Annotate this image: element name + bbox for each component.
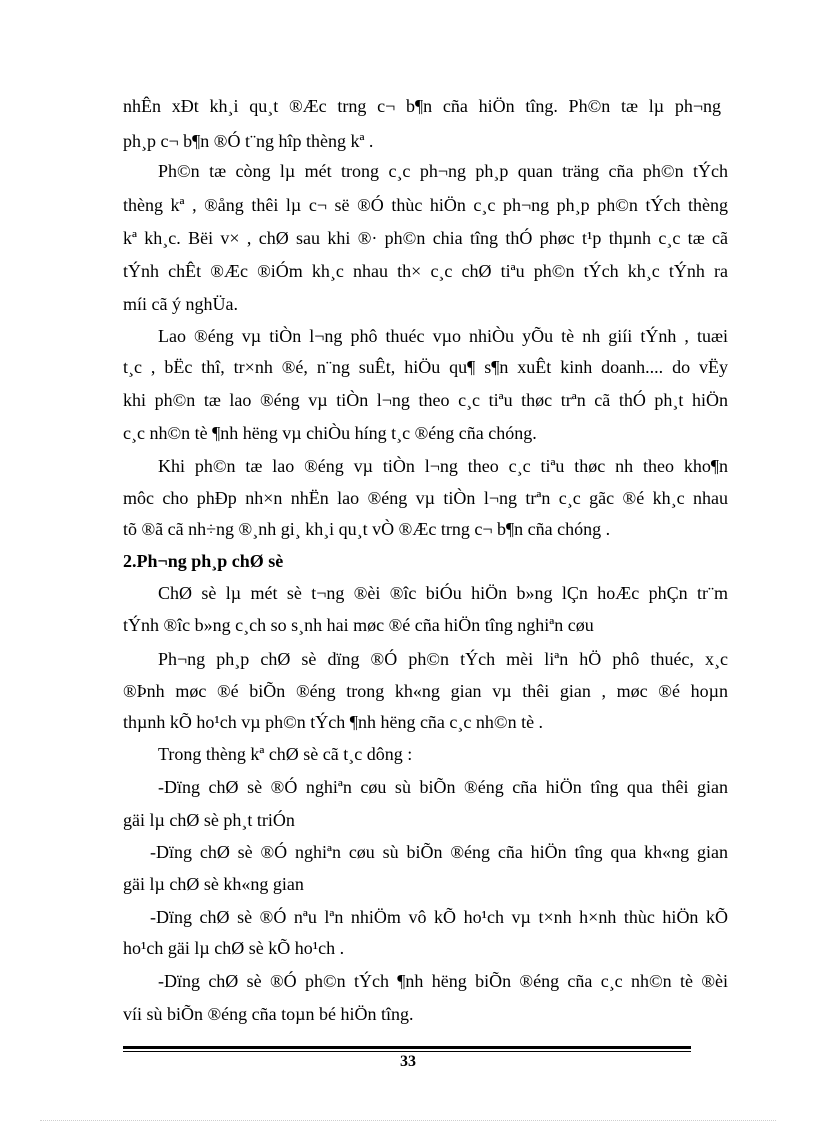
body-line: gäi lµ chØ sè ph¸t triÓn <box>123 810 295 830</box>
body-line: víi sù biÕn ®éng cña toµn bé hiÖn tîng. <box>123 1004 414 1024</box>
body-line: Ph¬ng ph¸p chØ sè dïng ®Ó ph©n tÝch mèi liªn hÖ phô thuéc, x¸c <box>158 649 728 669</box>
footer-rule-thick <box>123 1046 691 1049</box>
body-line: -Dïng chØ sè ®Ó nªu lªn nhiÖm vô kÕ ho¹ch vµ t×nh h×nh thùc hiÖn kÕ <box>150 907 728 927</box>
body-line: míi cã ý nghÜa. <box>123 294 238 314</box>
body-line: Trong thèng kª chØ sè cã t¸c dông : <box>158 744 413 764</box>
body-line: -Dïng chØ sè ®Ó ph©n tÝch ¶nh hëng biÕn ®éng cña c¸c nh©n tè ®èi <box>158 971 728 991</box>
body-line: -Dïng chØ sè ®Ó nghiªn cøu sù biÕn ®éng cña hiÖn tîng qua kh«ng gian <box>150 842 728 862</box>
body-line: Khi ph©n tæ lao ®éng vµ tiÒn l¬ng theo c¸c tiªu thøc nh theo kho¶n <box>158 456 728 476</box>
body-line: tõ ®ã cã nh÷ng ®¸nh gi¸ kh¸i qu¸t vÒ ®Æc trng c¬ b¶n cña chóng . <box>123 519 611 539</box>
body-line: thµnh kÕ ho¹ch vµ ph©n tÝch ¶nh hëng cña c¸c nh©n tè . <box>123 712 544 732</box>
body-line: -Dïng chØ sè ®Ó nghiªn cøu sù biÕn ®éng cña hiÖn tîng qua thêi gian <box>158 777 728 797</box>
body-line: ph¸p c¬ b¶n ®Ó t¨ng hîp thèng kª . <box>123 131 374 151</box>
body-line: c¸c nh©n tè ¶nh hëng vµ chiÒu híng t¸c ®éng cña chóng. <box>123 423 537 443</box>
body-line: nhÊn xÐt kh¸i qu¸t ®Æc trng c¬ b¶n cña hiÖn tîng. Ph©n tæ lµ ph¬ng <box>123 96 721 116</box>
page-bottom-border <box>40 1120 776 1121</box>
section-heading: 2.Ph¬ng ph¸p chØ sè <box>123 551 284 571</box>
body-line: khi ph©n tæ lao ®éng vµ tiÒn l¬ng theo c¸c tiªu thøc trªn cã thÓ ph¸t hiÖn <box>123 390 728 410</box>
body-line: ®Þnh møc ®é biÕn ®éng trong kh«ng gian vµ thêi gian , møc ®é hoµn <box>123 681 728 701</box>
body-line: tÝnh chÊt ®Æc ®iÓm kh¸c nhau th× c¸c chØ tiªu ph©n tÝch kh¸c tÝnh ra <box>123 261 728 281</box>
body-line: Lao ®éng vµ tiÒn l¬ng phô thuéc vµo nhiÒu yÕu tè nh giíi tÝnh , tuæi <box>158 326 728 346</box>
footer-rule-thin <box>123 1051 691 1052</box>
body-line: gäi lµ chØ sè kh«ng gian <box>123 874 304 894</box>
body-line: Ph©n tæ còng lµ mét trong c¸c ph¬ng ph¸p quan träng cña ph©n tÝch <box>158 161 728 181</box>
body-line: ChØ sè lµ mét sè t¬ng ®èi ®îc biÓu hiÖn b»ng lÇn hoÆc phÇn tr¨m <box>158 583 728 603</box>
body-line: t¸c , bËc thî, tr×nh ®é, n¨ng suÊt, hiÖu qu¶ s¶n xuÊt kinh doanh.... do vËy <box>123 357 728 377</box>
body-line: môc cho phÐp nh×n nhËn lao ®éng vµ tiÒn l¬ng trªn c¸c gãc ®é kh¸c nhau <box>123 488 728 508</box>
body-line: ho¹ch gäi lµ chØ sè kÕ ho¹ch . <box>123 938 345 958</box>
body-line: kª kh¸c. Bëi v× , chØ sau khi ®· ph©n chia tîng thÓ phøc t¹p thµnh c¸c tæ cã <box>123 228 728 248</box>
page-number: 33 <box>400 1053 416 1070</box>
body-line: tÝnh ®îc b»ng c¸ch so s¸nh hai møc ®é cña hiÖn tîng nghiªn cøu <box>123 615 594 635</box>
body-line: thèng kª , ®ång thêi lµ c¬ së ®Ó thùc hiÖn c¸c ph¬ng ph¸p ph©n tÝch thèng <box>123 195 728 215</box>
